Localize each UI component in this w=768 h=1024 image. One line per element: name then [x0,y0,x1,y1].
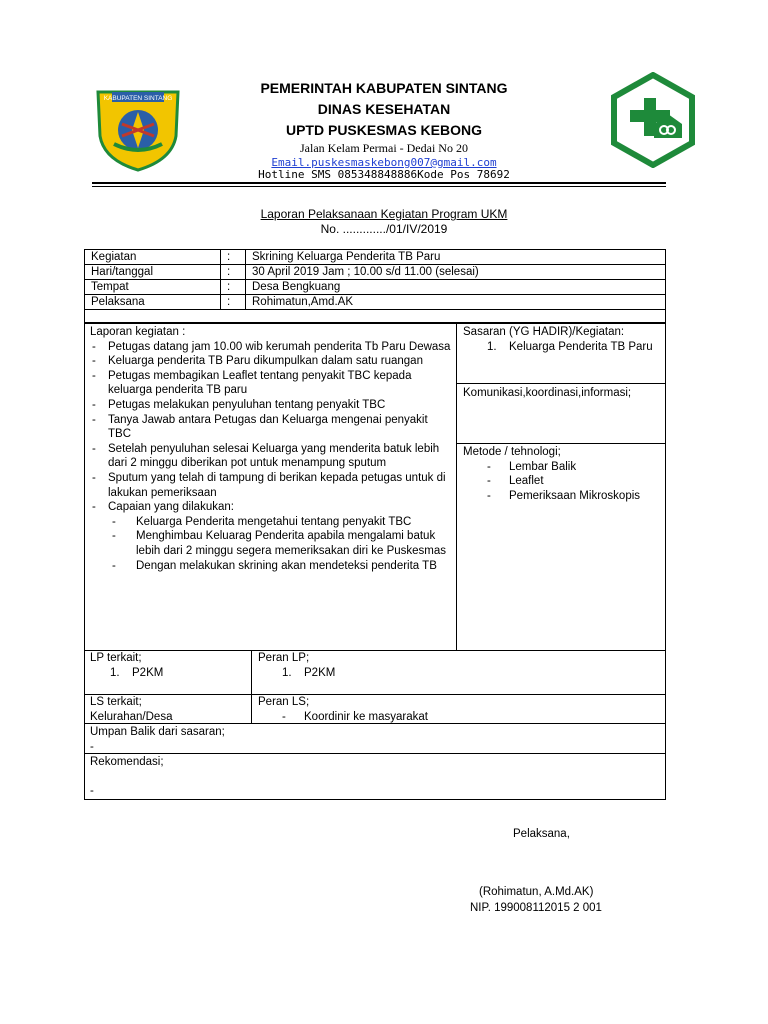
capaian-item: - Keluarga Penderita mengetahui tentang penyakit TBC [112,515,452,530]
info-label: Pelaksana [85,295,221,310]
list-item: - Petugas melakukan penyuluhan tentang penyakit TBC [90,398,452,413]
list-item: - Keluarga penderita TB Paru dikumpulkan dalam satu ruangan [90,354,452,369]
metode-heading: Metode / tehnologi; [463,446,561,458]
info-sep: : [221,250,246,265]
header-divider [92,182,666,184]
header-puskesmas: UPTD PUSKESMAS KEBONG [285,122,483,138]
laporan-heading: Laporan kegiatan : [90,326,186,338]
peran-ls-heading: Peran LS; [258,696,310,708]
emblem-text: KABUPATEN SINTANG [103,95,173,102]
umpan-balik-dash: - [90,740,94,753]
peran-lp-number: 1. [282,666,292,679]
header-hotline: Hotline SMS 085348848886Kode Pos 78692 [258,168,510,181]
info-sep: : [221,280,246,295]
table-row [85,265,666,280]
metode-section [463,445,661,503]
ls-terkait-item: Kelurahan/Desa [90,710,173,723]
signature-name: (Rohimatun, A.Md.AK) [479,886,594,898]
capaian-item: - Menghimbau Keluarag Penderita apabila mengalami batuk lebih dari 2 minggu segera memeriksakan diri ke Puskesmas [112,529,452,558]
list-item: - Petugas datang jam 10.00 wib kerumah penderita Tb Paru Dewasa [90,340,452,355]
list-item: - Lembar Balik [485,460,661,475]
regency-emblem [92,84,184,172]
ls-terkait-heading: LS terkait; [90,696,142,708]
info-sep: : [221,295,246,310]
header-government: PEMERINTAH KABUPATEN SINTANG [260,80,508,96]
header-divider-thin [92,186,666,187]
peran-ls-section [258,695,658,724]
info-table [84,249,666,323]
umpan-balik-heading: Umpan Balik dari sasaran; [90,726,225,738]
report-title: Laporan Pelaksanaan Kegiatan Program UKM [260,207,508,221]
header-address: Jalan Kelam Permai - Dedai No 20 [300,141,468,155]
header-email[interactable]: Email.puskesmaskebong007@gmail.com [271,156,497,169]
puskesmas-logo [610,72,696,168]
sasaran-number: 1. [487,340,497,353]
ls-terkait-section [90,695,248,724]
info-value: Desa Bengkuang [246,280,666,295]
list-item: - Capaian yang dilakukan: [90,500,452,515]
list-item: - Setelah penyuluhan selesai Keluarga yang menderita batuk lebih dari 2 minggu diberikan pot untuk menampung sputum [90,442,452,471]
info-value: Skrining Keluarga Penderita TB Paru [246,250,666,265]
lp-terkait-heading: LP terkait; [90,652,142,664]
komunikasi-heading: Komunikasi,koordinasi,informasi; [463,387,632,399]
sasaran-item: Keluarga Penderita TB Paru [509,340,653,353]
list-item: - Pemeriksaan Mikroskopis [485,489,661,504]
umpan-balik-section [90,725,650,754]
grid-divider [456,443,666,444]
peran-lp-section [258,651,658,680]
list-item: - Sputum yang telah di tampung di berikan kepada petugas untuk di lakukan pemeriksaan [90,471,452,500]
list-item: - Leaflet [485,474,661,489]
rekomendasi-heading: Rekomendasi; [90,756,164,768]
table-row [85,295,666,310]
grid-divider [456,383,666,384]
table-row [85,280,666,295]
report-number: No. ............./01/IV/2019 [320,222,448,236]
peran-ls-item: - Koordinir ke masyarakat [280,710,658,725]
sasaran-heading: Sasaran (YG HADIR)/Kegiatan: [463,326,625,338]
lp-number: 1. [110,666,120,679]
list-item: - Tanya Jawab antara Petugas dan Keluarga mengenai penyakit TBC [90,413,452,442]
sasaran-section [463,325,661,354]
info-sep: : [221,265,246,280]
header-department: DINAS KESEHATAN [317,101,451,117]
list-item: - Petugas membagikan Leaflet tentang penyakit TBC kepada keluarga penderita TB paru [90,369,452,398]
info-label: Hari/tanggal [85,265,221,280]
info-value: Rohimatun,Amd.AK [246,295,666,310]
signature-nip: NIP. 199008112015 2 001 [470,902,602,914]
table-row-empty [85,310,666,323]
laporan-section [90,325,452,573]
grid-divider [251,650,252,723]
peran-lp-item: P2KM [304,666,336,679]
info-label: Tempat [85,280,221,295]
rekomendasi-dash: - [90,785,94,797]
lp-item: P2KM [132,666,164,679]
info-label: Kegiatan [85,250,221,265]
table-row [85,250,666,265]
info-value: 30 April 2019 Jam ; 10.00 s/d 11.00 (selesai) [246,265,666,280]
signature-role: Pelaksana, [513,828,570,840]
lp-terkait-section [90,651,248,680]
grid-divider [456,323,457,650]
peran-lp-heading: Peran LP; [258,652,310,664]
capaian-item: - Dengan melakukan skrining akan mendeteksi penderita TB [112,559,452,574]
